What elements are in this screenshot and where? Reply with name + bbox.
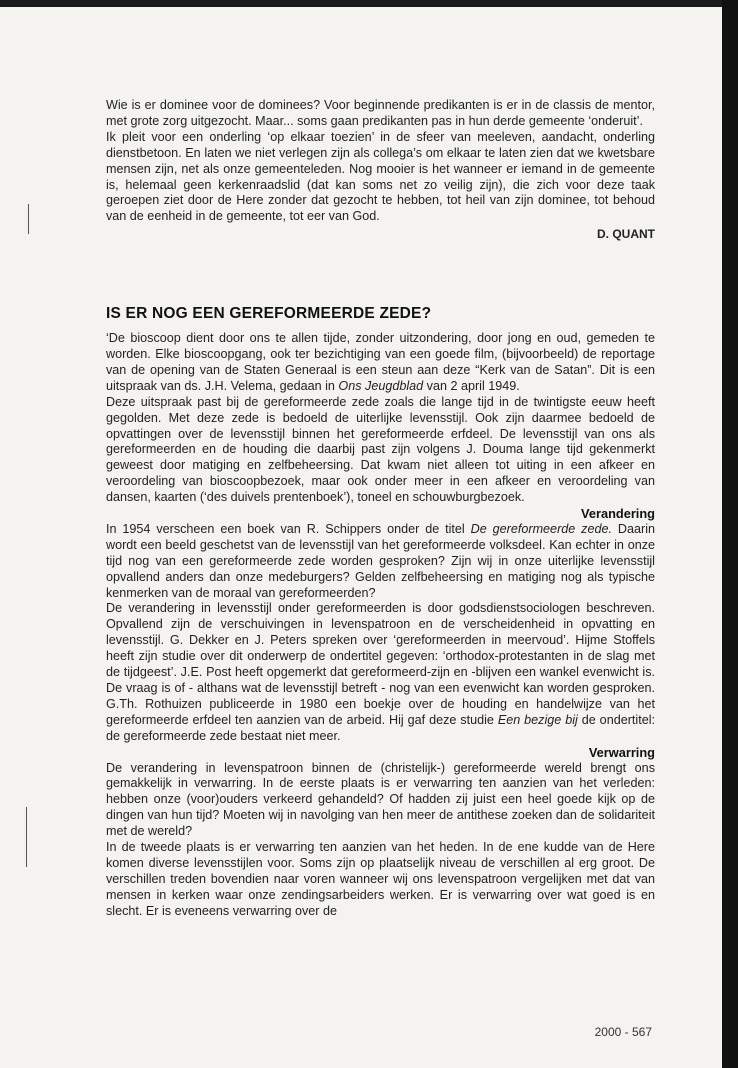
paragraph: In 1954 verscheen een boek van R. Schippers onder de titel De gereformeerde zede. Daarin wordt een beeld geschetst van de levensstijl van het gereformeerde volksdeel. Kan echter in onze tijd nog van een gereformeerde zede worden gesproken? Zijn wij in onze uiterlijke levensstijl opvallend anders dan onze medeburgers? Gelden zelfbeheersing en matiging nog als typische kenmerken van de moraal van gereformeerden? — [106, 521, 655, 600]
paragraph: Wie is er dominee voor de dominees? Voor beginnende predikanten is er in de classis de mentor, met grote zorg uitgezocht. Maar... soms gaan predikanten pas in hun derde gemeente ‘onderuit’. — [106, 98, 655, 128]
document-page — [0, 7, 722, 1068]
page-number: 2000 - 567 — [594, 1025, 652, 1039]
author-signature: D. QUANT — [597, 227, 655, 242]
paragraph: In de tweede plaats is er verwarring ten aanzien van het heden. In de ene kudde van de Here komen diverse levensstijlen voor. Soms zijn op plaatselijk niveau de verschillen al erg groot. De verschillen treden bovendien naar voren wanneer wij ons levenspatroon vergelijken met dat van mensen in kerken waar onze zendingsarbeiders werken. Er is verwarring over wat goed is en slecht. Er is eveneens verwarring over de — [106, 840, 655, 918]
margin-mark — [28, 204, 29, 234]
section-heading: Verwarring — [588, 744, 655, 760]
paragraph: Ik pleit voor een onderling ‘op elkaar toezien’ in de sfeer van meeleven, aandacht, onderling dienstbetoon. En laten we niet verlegen zijn als collega’s om elkaar te laten zien dat we kwetsbare mensen zijn, net als onze gemeenteleden. Nog mooier is het wanneer er iemand in de gemeente is, helemaal geen kerkenraadslid (dat kan soms net zo veilig zijn), die zich voor deze taak geroepen ziet door de Here zonder dat gezocht te hebben, tot heil van zijn dominee, tot behoud van de eenheid in de gemeente, tot eer van God. — [106, 129, 655, 224]
text-column — [106, 98, 655, 920]
article-title: IS ER NOG EEN GEREFORMEERDE ZEDE? — [106, 305, 432, 323]
scan-edge — [722, 0, 738, 1068]
section-heading: Verandering — [581, 506, 655, 522]
paragraph: ‘De bioscoop dient door ons te allen tijde, zonder uitzondering, door jong en oud, gemeden te worden. Elke bioscoopgang, ook ter bezichtiging van een goede film, (bijvoorbeeld) de reportage van de opening van de Staten Generaal is een steun aan deze “Kerk van de Satan”. Dit is een uitspraak van ds. J.H. Velema, gedaan in Ons Jeugdblad van 2 april 1949. — [106, 331, 655, 393]
paragraph: De verandering in levensstijl onder gereformeerden is door godsdienstsociologen beschreven. Opvallend zijn de verschuivingen in levenspatroon en de verscheidenheid in opvatting en levensstijl. G. Dekker en J. Peters spreken over ‘gereformeerden in meervoud’. Hijme Stoffels heeft zijn studie over dit onderwerp de ondertitel gegeven: ‘orthodox-protestanten in de slag met de tijdgeest’. J.E. Post heeft opgemerkt dat gereformeerd-zijn en -blijven een wankel evenwicht is. De vraag is of - althans wat de levensstijl betreft - nog van een evenwicht kan worden gesproken. G.Th. Rothuizen publiceerde in 1980 een boekje over de houding en handelwijze van het gereformeerde erfdeel ten aanzien van de arbeid. Hij gaf deze studie Een bezige bij de ondertitel: de gereformeerde zede bestaat niet meer. — [106, 601, 655, 743]
paragraph: Deze uitspraak past bij de gereformeerde zede zoals die lange tijd in de twintigste eeuw heeft gegolden. Met deze zede is bedoeld de uiterlijke levensstijl. Ook zijn daarmee bedoeld de opvattingen over de levensstijl binnen het gereformeerde erfdeel. De levensstijl van ons als gereformeerden en de houding die daarbij past zijn volgens J. Douma lange tijd gekenmerkt geweest door matiging en zelfbeheersing. Dat kwam niet alleen tot uiting in een afkeer en veroordeling van bioscoopbezoek, maar ook onder meer in een afkeer en veroordeling van dansen, kaarten (‘des duivels prentenboek’), toneel en schouwburgbezoek. — [106, 394, 655, 505]
paragraph: De verandering in levenspatroon binnen de (christelijk-) gereformeerde wereld brengt ons gemakkelijk in verwarring. In de eerste plaats is er verwarring ten aanzien van het verleden: hebben onze (voor)ouders verkeerd gehandeld? Of hadden zij juist een heel goede kijk op de dingen van hun tijd? Moeten wij in navolging van hen meer de antithese zoeken dan de solidariteit met de wereld? — [106, 760, 655, 839]
margin-mark — [26, 807, 27, 867]
